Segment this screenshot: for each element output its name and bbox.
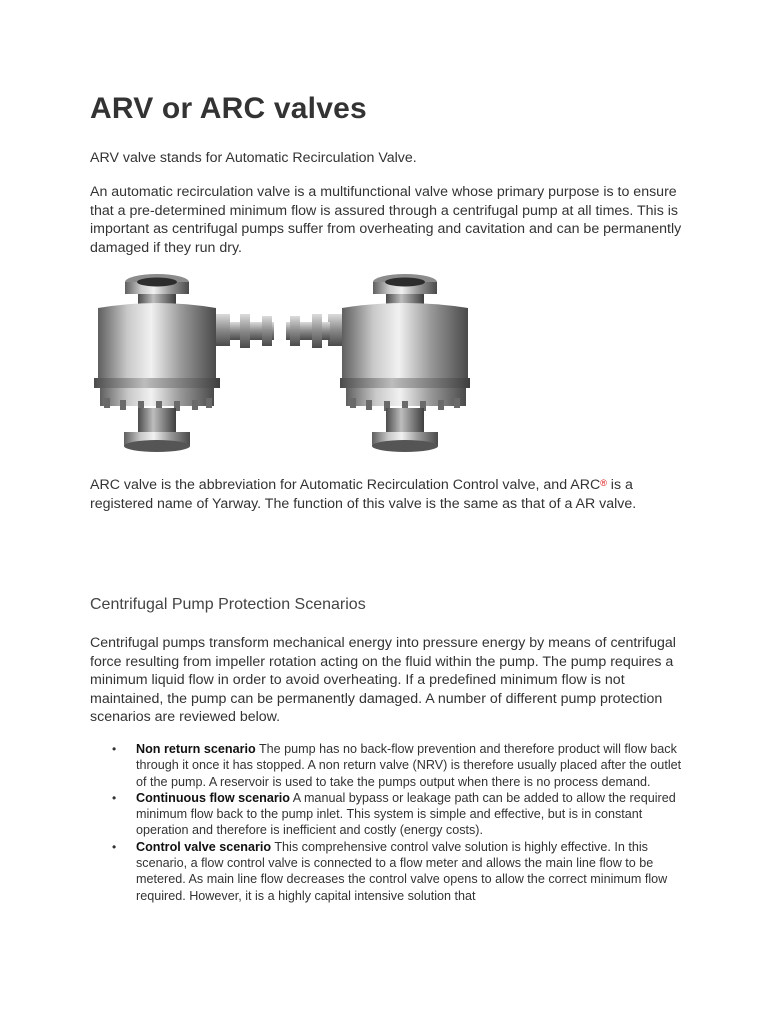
left-valve-illustration [94,274,274,452]
scenario-title: Non return scenario [136,742,256,756]
scenario-title: Continuous flow scenario [136,790,290,805]
arc-paragraph [90,476,690,513]
scenario-list [90,741,690,904]
page-title: ARV or ARC valves [90,92,367,125]
registered-mark: ® [600,478,607,488]
bullet-marker: • [112,790,117,805]
arc-text-before: ARC valve is the abbreviation for Automatic Recirculation Control valve, and ARC [90,477,601,493]
intro-paragraph: ARV valve stands for Automatic Recirculation Valve. [90,150,417,166]
pumps-paragraph: Centrifugal pumps transform mechanical energy into pressure energy by means of centrifugal force resulting from impeller rotation acting on the fluid within the pump. The pump requires a minimum liquid flow in order to avoid overheating. If a predefined minimum flow is not maintained, the pump can be permanently damaged. A number of different pump protection scenarios are reviewed below. [90,635,676,725]
section-heading: Centrifugal Pump Protection Scenarios [90,596,366,613]
bullet-marker: • [112,839,117,854]
list-item [90,790,690,839]
arc-valves-photo [90,270,472,456]
description-paragraph: An automatic recirculation valve is a multifunctional valve whose primary purpose is to ensure that a pre-determined minimum flow is assured through a centrifugal pump at all times. This is important as centrifugal pumps suffer from overheating and cavitation and can be permanently damaged if they run dry. [90,184,682,256]
scenario-text: The pump has no back-flow prevention and therefore product will flow back through it once it has stopped. A non return valve (NRV) is therefore usually placed after the outlet of the pump. A reservoir is used to take the pumps output when there is no process demand. [136,742,682,789]
arc-text-after: is a registered name of Yarway. The function of this valve is the same as that of a AR valve. [90,477,637,512]
scenario-text: This comprehensive control valve solution is highly effective. In this scenario, a flow control valve is connected to a flow meter and allows the main line flow to be metered. As main line flow decreases the control valve opens to allow the correct minimum flow required. However, it is a highly capital intensive solution that [136,839,668,903]
bullet-marker: • [112,742,117,756]
list-item [90,741,690,790]
scenario-text: A manual bypass or leakage path can be added to allow the required minimum flow back to the pump inlet. This system is simple and effective, but is in constant operation and therefore is inefficient and costly (energy costs). [136,790,676,838]
right-valve-illustration [286,274,470,452]
list-item [90,839,690,904]
scenario-title: Control valve scenario [136,839,272,854]
